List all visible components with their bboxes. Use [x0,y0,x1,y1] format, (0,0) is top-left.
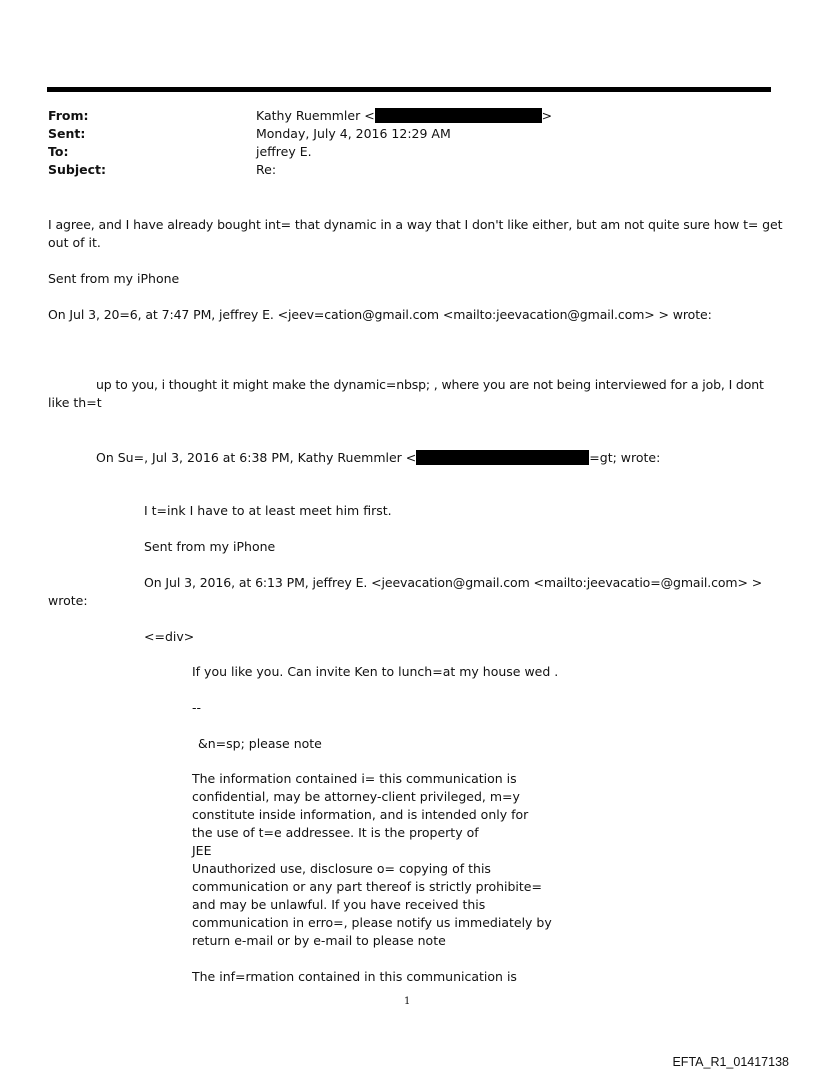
document-id: EFTA_R1_01417138 [672,1055,789,1069]
from-close: > [541,108,553,123]
disclaimer-line: communication in erro=, please notify us immediately by [192,915,552,930]
subject-label: Subject: [48,162,106,177]
body-paragraph-line: I t=ink I have to at least meet him first. [144,503,392,518]
disclaimer-line: The information contained i= this communication is [192,771,517,786]
redaction-box [416,450,589,465]
body-paragraph-line: like th=t [48,395,102,410]
body-paragraph-line: out of it. [48,235,101,250]
body-paragraph-line: The inf=rmation contained in this communication is [192,969,517,984]
disclaimer-line: JEE [192,843,212,858]
subject-value: Re: [256,162,277,177]
redaction-box [375,108,542,123]
disclaimer-line: the use of t=e addressee. It is the property of [192,825,479,840]
body-paragraph-line: &n=sp; please note [198,736,322,751]
disclaimer-line: Unauthorized use, disclosure o= copying of this [192,861,491,876]
signature-separator: -- [192,700,202,715]
disclaimer-line: communication or any part thereof is strictly prohibite= [192,879,542,894]
disclaimer-line: confidential, may be attorney-client privileged, m=y [192,789,520,804]
quote-header: On Jul 3, 2016, at 6:13 PM, jeffrey E. <jeevacation@gmail.com <mailto:jeevacatio=@gmail.com> > [144,575,763,590]
body-paragraph-line: If you like you. Can invite Ken to lunch=at my house wed . [192,664,559,679]
quote-header-wrap: wrote: [48,593,88,608]
quote-header-text: On Su=, Jul 3, 2016 at 6:38 PM, Kathy Ruemmler < [96,450,417,465]
quote-header-tail: =gt; wrote: [589,450,661,465]
from-value [256,107,552,125]
body-paragraph-line: up to you, i thought it might make the dynamic=nbsp; , where you are not being interviewed for a job, I dont [96,377,764,392]
page-number: 1 [404,996,411,1007]
to-label: To: [48,144,69,159]
header-rule [47,87,771,92]
to-value: jeffrey E. [256,144,312,159]
signature-line: Sent from my iPhone [144,539,276,554]
quote-header: On Jul 3, 20=6, at 7:47 PM, jeffrey E. <jeev=cation@gmail.com <mailto:jeevacation@gmail.com> > wrote: [48,307,712,322]
html-tag-residue: <=div> [144,629,195,644]
sent-value: Monday, July 4, 2016 12:29 AM [256,126,451,141]
signature-line: Sent from my iPhone [48,271,180,286]
from-name: Kathy Ruemmler < [256,108,375,123]
disclaimer-line: constitute inside information, and is intended only for [192,807,529,822]
disclaimer-line: return e-mail or by e-mail to please note [192,933,446,948]
quote-header [96,449,660,467]
body-paragraph-line: I agree, and I have already bought int= that dynamic in a way that I don't like either, but am not quite sure how t= get [48,217,783,232]
sent-label: Sent: [48,126,86,141]
from-label: From: [48,108,89,123]
disclaimer-line: and may be unlawful. If you have received this [192,897,486,912]
